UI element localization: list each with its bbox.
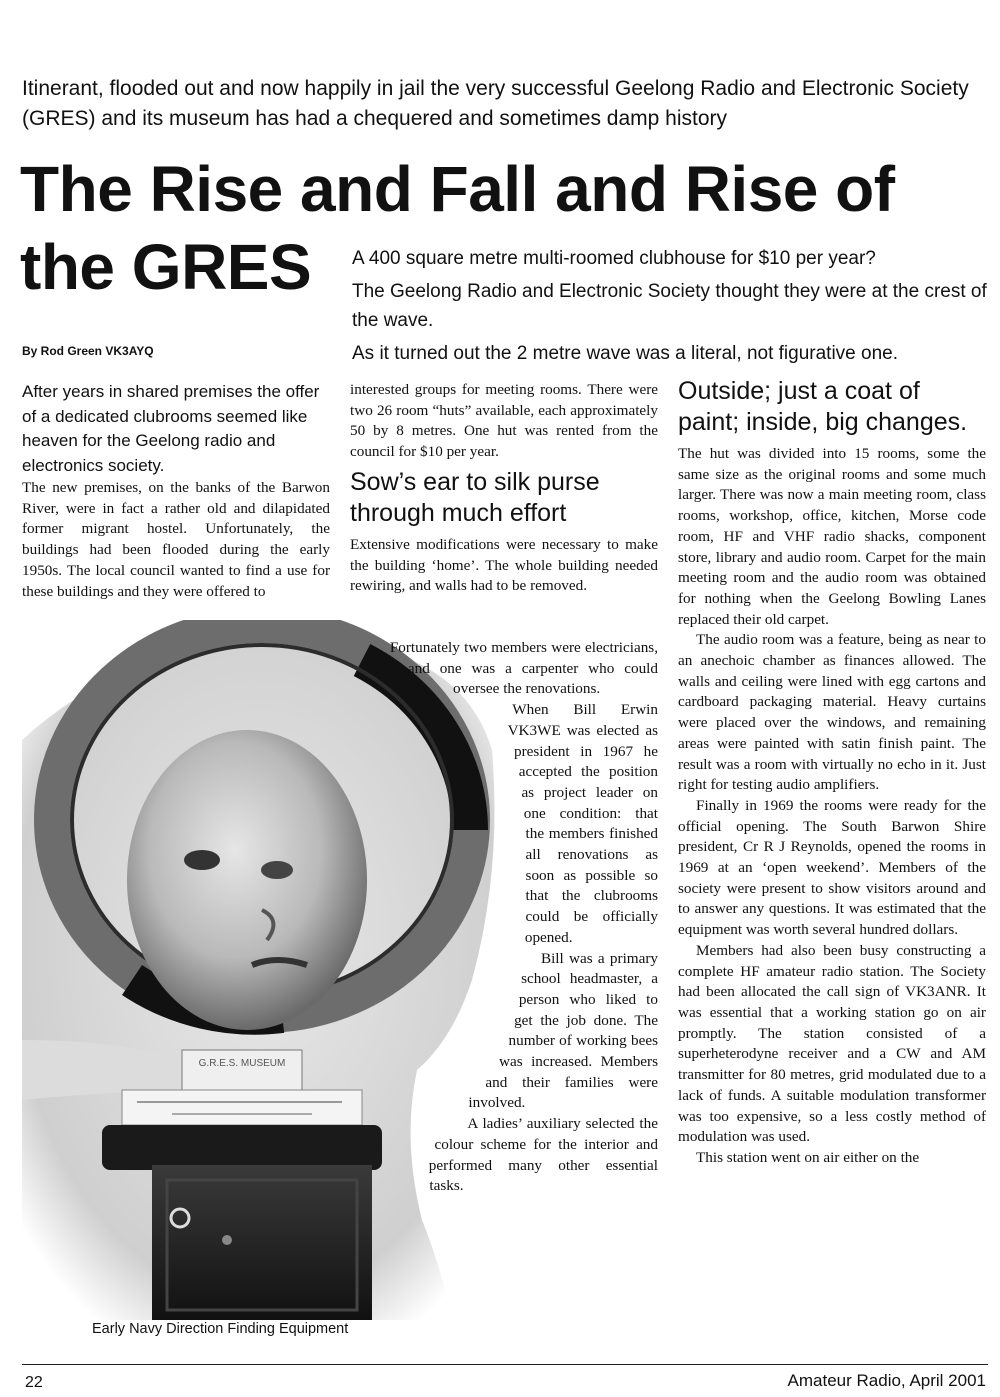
column-2-wrapped — [350, 638, 658, 1310]
column-3 — [678, 377, 986, 1169]
lead-paragraph: After years in shared premises the offer of a dedicated clubrooms seemed like heaven for the Geelong radio and electronics society. — [22, 382, 320, 475]
column-2-paragraph-1: interested groups for meeting rooms. There were two 26 room “huts” available, each approximately 50 by 8 metres. One hut was rented from the council for $10 per year. — [350, 381, 658, 461]
photo-museum-label: G.R.E.S. MUSEUM — [198, 1058, 286, 1069]
intro-deck — [352, 244, 990, 372]
column-2-paragraph-2a: Extensive modifications were necessary to make the building ‘home’. The whole building needed rewiring, and walls had to be removed. — [350, 535, 658, 595]
column-3-paragraph-2: The audio room was a feature, being as near to an anechoic chamber as finances allowed. The walls and ceiling were lined with egg cartons and cardboard packaging material. Heavy curtains were placed over the windows, and remaining areas were painted with satin finish paint. The result was a room with virtually no echo in it. Just right for testing audio amplifiers. — [678, 631, 986, 794]
subhead-sows-ear: Sow’s ear to silk purse through much effort — [350, 467, 600, 527]
portrait-face — [127, 730, 367, 1030]
headline-line-2: the GRES — [20, 231, 312, 303]
intro-line-1: A 400 square metre multi-roomed clubhouse for $10 per year? — [352, 248, 876, 269]
column-3-paragraph-3: Finally in 1969 the rooms were ready for the official opening. The South Barwon Shire president, Cr R J Reynolds, opened the rooms in 1969 at an ‘open weekend’. Members of the society were present to show visitors around and to answer any questions. It was estimated that the equipment was worth several hundred dollars. — [678, 796, 986, 939]
column-1 — [22, 380, 330, 602]
headline-line-1: The Rise and Fall and Rise of — [20, 153, 895, 225]
photo-caption: Early Navy Direction Finding Equipment — [92, 1321, 349, 1337]
column-2-paragraph-3: When Bill Erwin VK3WE was elected as president in 1967 he accepted the position as project leader on one condition: that the members finished all renovations as soon as possible so that the clubrooms could be officially opened. — [507, 701, 658, 946]
column-1-paragraph: The new premises, on the banks of the Barwon River, were in fact a rather old and dilapidated former migrant hostel. Unfortunately, the buildings had been flooded during the early 1950s. The local council wanted to find a use for these buildings and they were offered to — [22, 479, 330, 600]
intro-line-2: The Geelong Radio and Electronic Society thought they were at the crest of the wave. — [352, 281, 987, 331]
column-3-paragraph-5: This station went on air either on the — [696, 1148, 920, 1166]
column-2-top — [350, 380, 658, 597]
column-2-paragraph-5: A ladies’ auxiliary selected the colour scheme for the interior and performed many other essential tasks. — [428, 1115, 658, 1195]
column-2-paragraph-2b: Fortunately two members were electricians, and one was a carpenter who could oversee the renovations. — [389, 639, 658, 698]
page-number: 22 — [25, 1374, 43, 1391]
standfirst: Itinerant, flooded out and now happily in jail the very successful Geelong Radio and Electronic Society (GRES) and its museum has had a chequered and sometimes damp history — [22, 77, 969, 130]
intro-line-3: As it turned out the 2 metre wave was a literal, not figurative one. — [352, 343, 899, 364]
footer-rule — [22, 1364, 988, 1365]
direction-finder-box — [152, 1165, 372, 1320]
column-3-paragraph-4: Members had also been busy constructing a complete HF amateur radio station. The Society had been allocated the call sign of VK3ANR. It was essential that a working station go on air promptly. The station consisted of a superheterodyne receiver and a CW and AM transmitter for 80 metres, grid modulated due to a lack of funds. A suitable modulation transformer was too expensive, so a less costly method of modulation was used. — [678, 941, 986, 1146]
column-3-paragraph-1: The hut was divided into 15 rooms, some the same size as the original rooms and some much larger. There was now a main meeting room, class rooms, workshop, office, kitchen, Morse code room, HF and VHF radio shacks, component store, library and audio room. Carpet for the main meeting room and the audio room was obtained for nothing when the Geelong Bowling Lanes replaced their old carpet. — [678, 445, 986, 628]
column-2-paragraph-4: Bill was a primary school headmaster, a person who liked to get the job done. The number of working bees was increased. Members and their families were involved. — [468, 949, 658, 1112]
byline: By Rod Green VK3AYQ — [22, 344, 154, 358]
subhead-outside: Outside; just a coat of paint; inside, big changes. — [678, 377, 968, 436]
publication-name: Amateur Radio, April 2001 — [787, 1371, 986, 1390]
